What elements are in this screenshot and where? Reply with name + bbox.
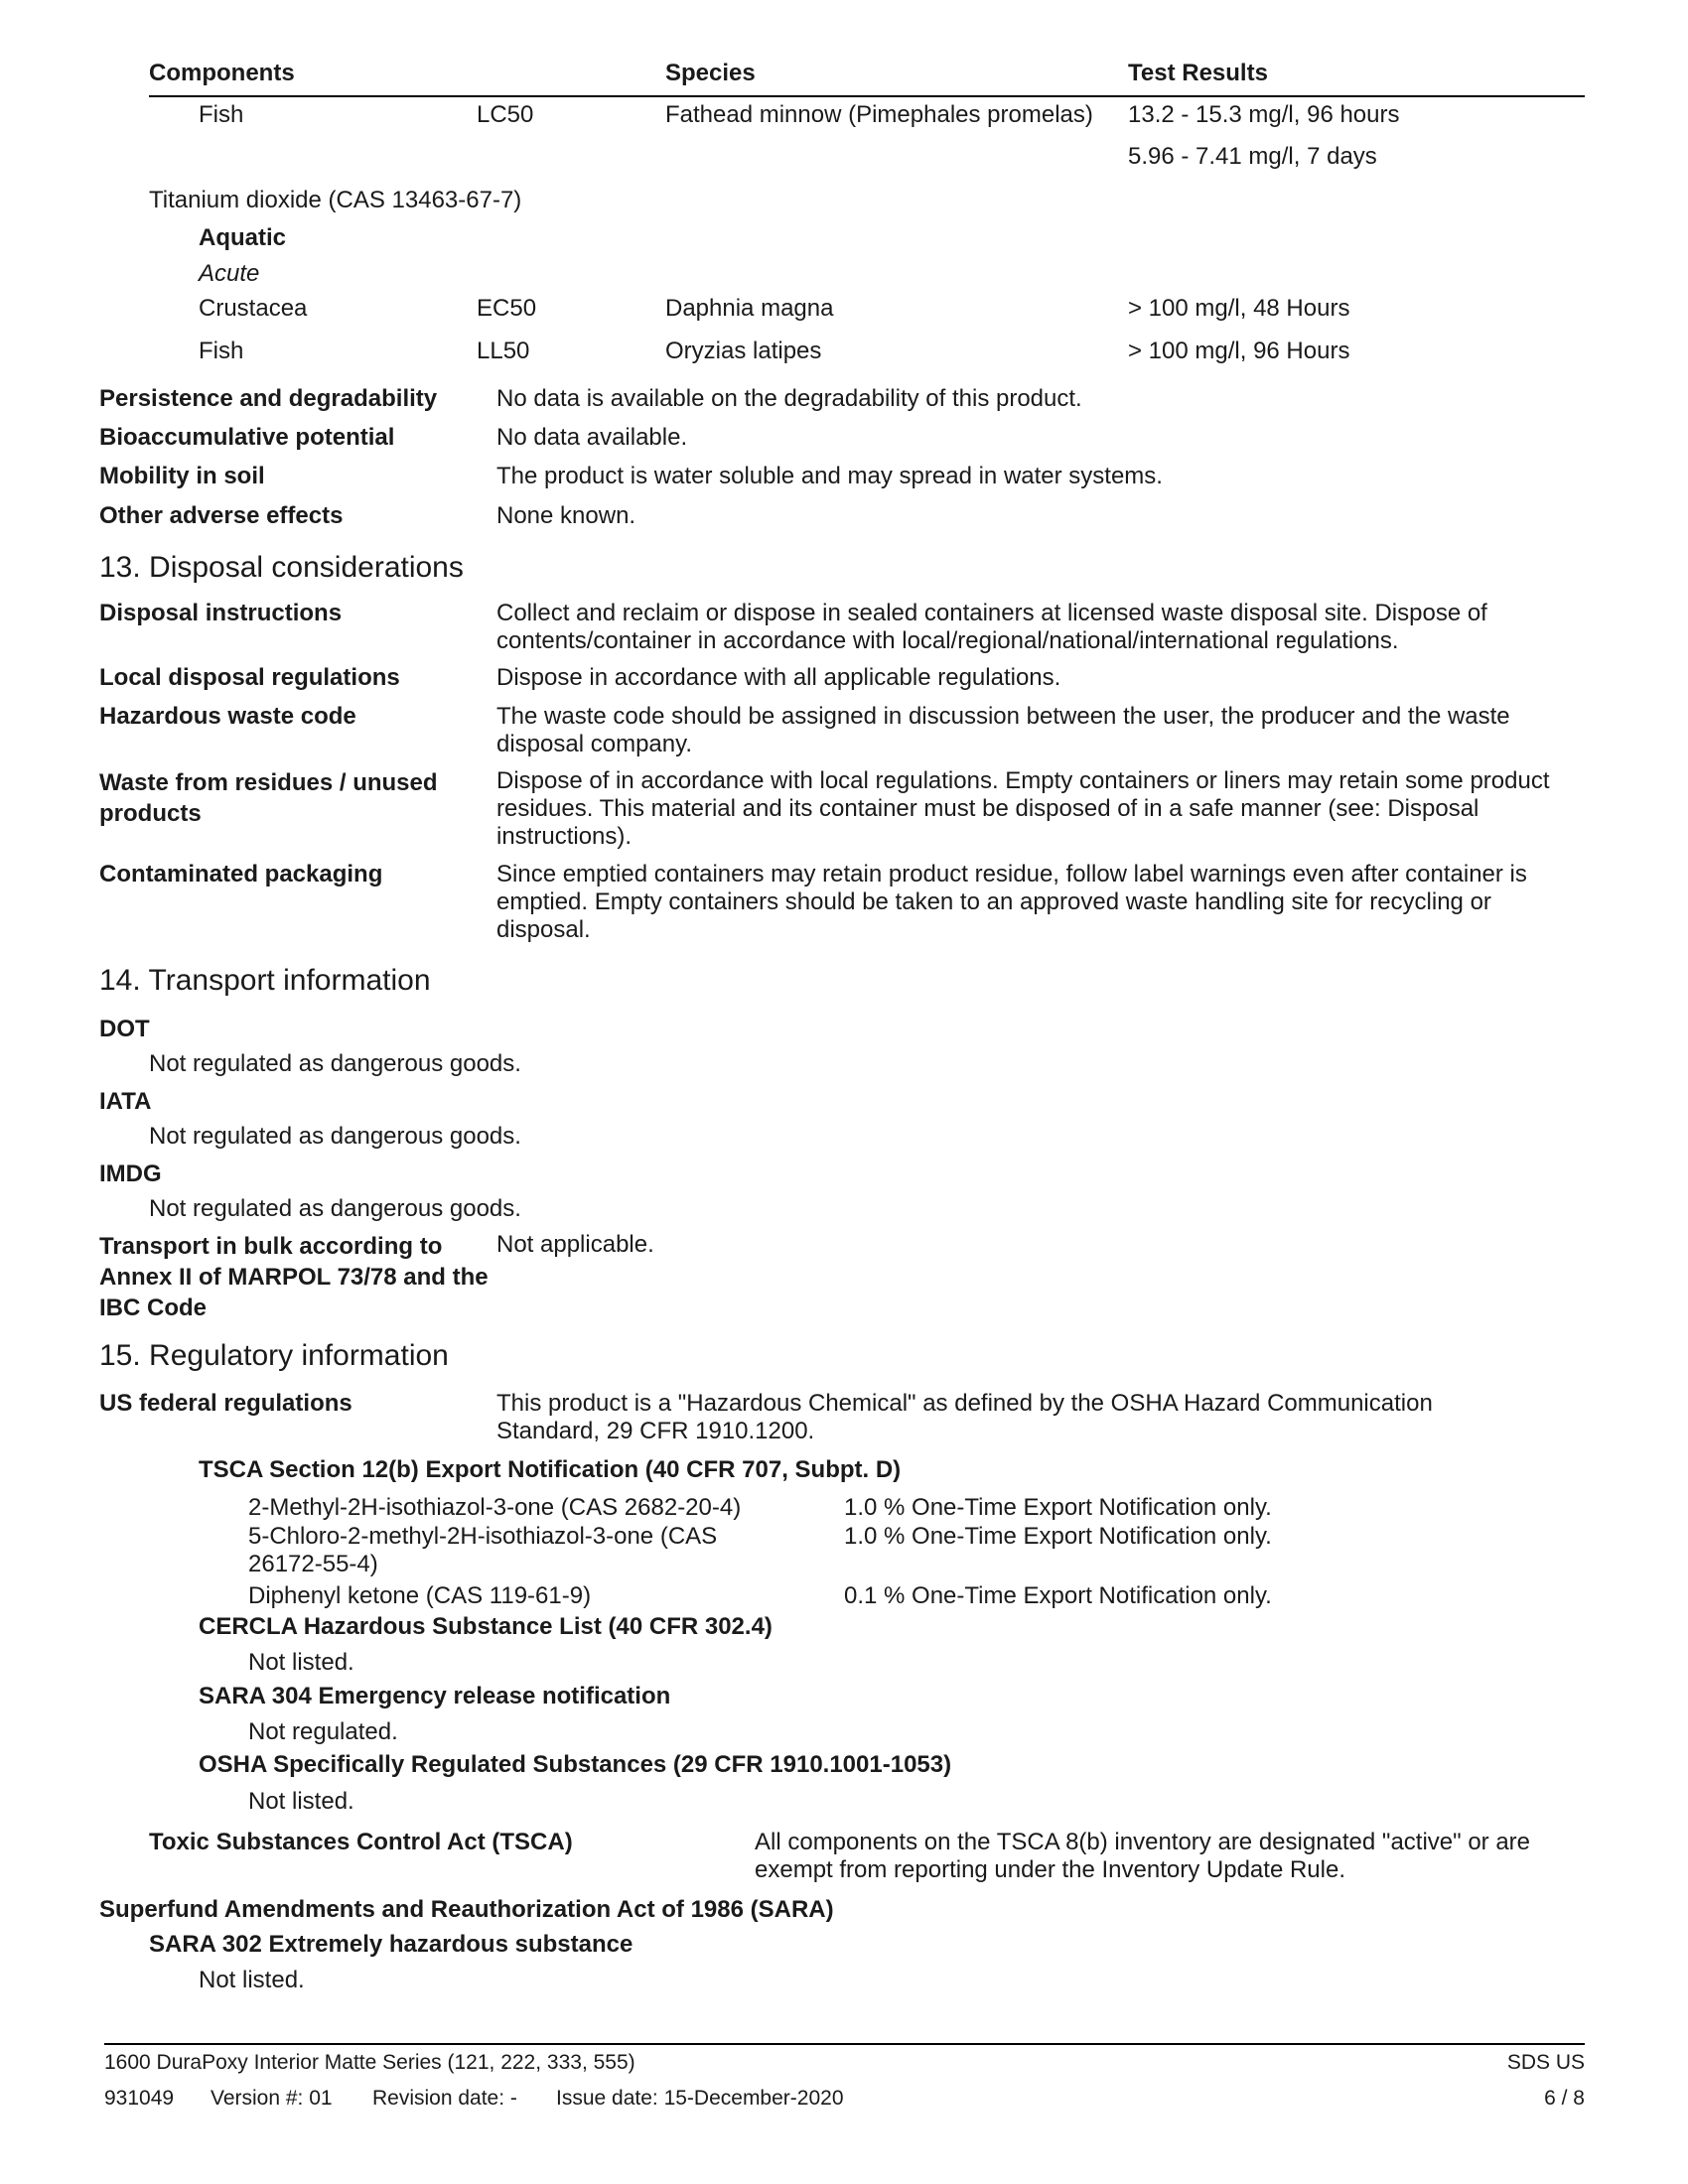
dot-value: Not regulated as dangerous goods.: [149, 1050, 521, 1077]
disposal-instructions-label: Disposal instructions: [99, 600, 343, 626]
tsca-12b-title: TSCA Section 12(b) Export Notification (40 CFR 707, Subpt. D): [199, 1456, 902, 1483]
other-effects-value: None known.: [496, 502, 636, 529]
tio2-component-name: Titanium dioxide (CAS 13463-67-7): [149, 187, 522, 213]
footer-doc-number: 931049: [104, 2087, 175, 2110]
bulk-transport-value: Not applicable.: [496, 1231, 654, 1258]
local-disposal-label: Local disposal regulations: [99, 664, 400, 691]
fish-group: Fish: [199, 101, 244, 128]
table-header-rule: [149, 95, 1585, 97]
hazardous-waste-value: The waste code should be assigned in discussion between the user, the producer and the waste disposal company.: [496, 703, 1510, 757]
sara-304-title: SARA 304 Emergency release notification: [199, 1683, 671, 1709]
tio2-aquatic-label: Aquatic: [199, 224, 287, 251]
footer-product: 1600 DuraPoxy Interior Matte Series (121, 222, 333, 555): [104, 2051, 635, 2074]
fish-result-1: 13.2 - 15.3 mg/l, 96 hours: [1128, 101, 1400, 128]
fish-result-2: 5.96 - 7.41 mg/l, 7 days: [1128, 143, 1377, 170]
tsca-12b-note-2: 1.0 % One-Time Export Notification only.: [844, 1523, 1272, 1550]
header-species: Species: [665, 60, 756, 86]
footer-revision-date: Revision date: -: [372, 2087, 517, 2110]
footer-rule: [104, 2043, 1585, 2045]
contaminated-packaging-value: Since emptied containers may retain product residue, follow label warnings even after container is emptied. Empty containers should be taken to an approved waste handling site for recycling or disposal.: [496, 861, 1527, 943]
waste-residues-label: Waste from residues / unused products: [99, 769, 438, 827]
tio2-fish-type: LL50: [477, 338, 530, 364]
section-14-title: 14. Transport information: [99, 964, 431, 997]
footer-issue-date: Issue date: 15-December-2020: [556, 2087, 844, 2110]
sara-302-title: SARA 302 Extremely hazardous substance: [149, 1931, 633, 1958]
footer-page-number: 6 / 8: [1544, 2087, 1585, 2110]
fish-species: Fathead minnow (Pimephales promelas): [665, 101, 1093, 128]
sara-title: Superfund Amendments and Reauthorization Act of 1986 (SARA): [99, 1896, 834, 1923]
tsca-value: All components on the TSCA 8(b) inventory are designated "active" or are exempt from reporting under the Inventory Update Rule.: [755, 1829, 1531, 1883]
section-15-title: 15. Regulatory information: [99, 1339, 449, 1372]
imdg-value: Not regulated as dangerous goods.: [149, 1195, 521, 1222]
tio2-crustacea-species: Daphnia magna: [665, 295, 834, 322]
tsca-12b-note-3: 0.1 % One-Time Export Notification only.: [844, 1582, 1272, 1609]
bioaccumulative-value: No data available.: [496, 424, 688, 451]
tsca-label: Toxic Substances Control Act (TSCA): [149, 1829, 573, 1855]
cercla-value: Not listed.: [248, 1649, 354, 1676]
iata-value: Not regulated as dangerous goods.: [149, 1123, 521, 1150]
footer-version: Version #: 01: [211, 2087, 333, 2110]
disposal-instructions-value: Collect and reclaim or dispose in sealed containers at licensed waste disposal site. Dispose of contents/container in accordance with local/regional/national/international regulations.: [496, 600, 1487, 654]
bioaccumulative-label: Bioaccumulative potential: [99, 424, 395, 451]
tsca-12b-note-1: 1.0 % One-Time Export Notification only.: [844, 1494, 1272, 1521]
header-components: Components: [149, 60, 295, 86]
hazardous-waste-label: Hazardous waste code: [99, 703, 356, 730]
osha-value: Not listed.: [248, 1788, 354, 1815]
persistence-value: No data is available on the degradability of this product.: [496, 385, 1082, 412]
sara-304-value: Not regulated.: [248, 1718, 398, 1745]
tio2-fish-species: Oryzias latipes: [665, 338, 822, 364]
us-federal-value: This product is a "Hazardous Chemical" as defined by the OSHA Hazard Communication Standard, 29 CFR 1910.1200.: [496, 1390, 1433, 1444]
us-federal-label: US federal regulations: [99, 1390, 352, 1417]
footer-doc-type: SDS US: [1506, 2051, 1585, 2074]
local-disposal-value: Dispose in accordance with all applicable regulations.: [496, 664, 1061, 691]
osha-title: OSHA Specifically Regulated Substances (29 CFR 1910.1001-1053): [199, 1751, 952, 1778]
tio2-acute-label: Acute: [199, 260, 260, 287]
waste-residues-value: Dispose of in accordance with local regulations. Empty containers or liners may retain some product residues. This material and its container must be disposed of in a safe manner (see: Disposal instructions).: [496, 767, 1550, 850]
tsca-12b-chemical-1: 2-Methyl-2H-isothiazol-3-one (CAS 2682-20-4): [248, 1494, 742, 1521]
bulk-transport-label: Transport in bulk according to Annex II of MARPOL 73/78 and the IBC Code: [99, 1233, 489, 1321]
imdg-label: IMDG: [99, 1160, 162, 1187]
contaminated-packaging-label: Contaminated packaging: [99, 861, 383, 887]
tio2-fish-group: Fish: [199, 338, 244, 364]
tio2-crustacea-group: Crustacea: [199, 295, 308, 322]
fish-test-type: LC50: [477, 101, 534, 128]
tsca-12b-chemical-3: Diphenyl ketone (CAS 119-61-9): [248, 1582, 592, 1609]
mobility-value: The product is water soluble and may spread in water systems.: [496, 463, 1163, 489]
sara-302-value: Not listed.: [199, 1967, 305, 1993]
header-test-results: Test Results: [1128, 60, 1268, 86]
section-13-title: 13. Disposal considerations: [99, 551, 464, 584]
dot-label: DOT: [99, 1016, 150, 1042]
tio2-crustacea-result: > 100 mg/l, 48 Hours: [1128, 295, 1350, 322]
tsca-12b-chemical-2: 5-Chloro-2-methyl-2H-isothiazol-3-one (CAS 26172-55-4): [248, 1523, 718, 1577]
persistence-label: Persistence and degradability: [99, 385, 438, 412]
iata-label: IATA: [99, 1088, 152, 1115]
tio2-fish-result: > 100 mg/l, 96 Hours: [1128, 338, 1350, 364]
mobility-label: Mobility in soil: [99, 463, 265, 489]
tio2-crustacea-type: EC50: [477, 295, 537, 322]
cercla-title: CERCLA Hazardous Substance List (40 CFR 302.4): [199, 1613, 773, 1640]
other-effects-label: Other adverse effects: [99, 502, 344, 529]
